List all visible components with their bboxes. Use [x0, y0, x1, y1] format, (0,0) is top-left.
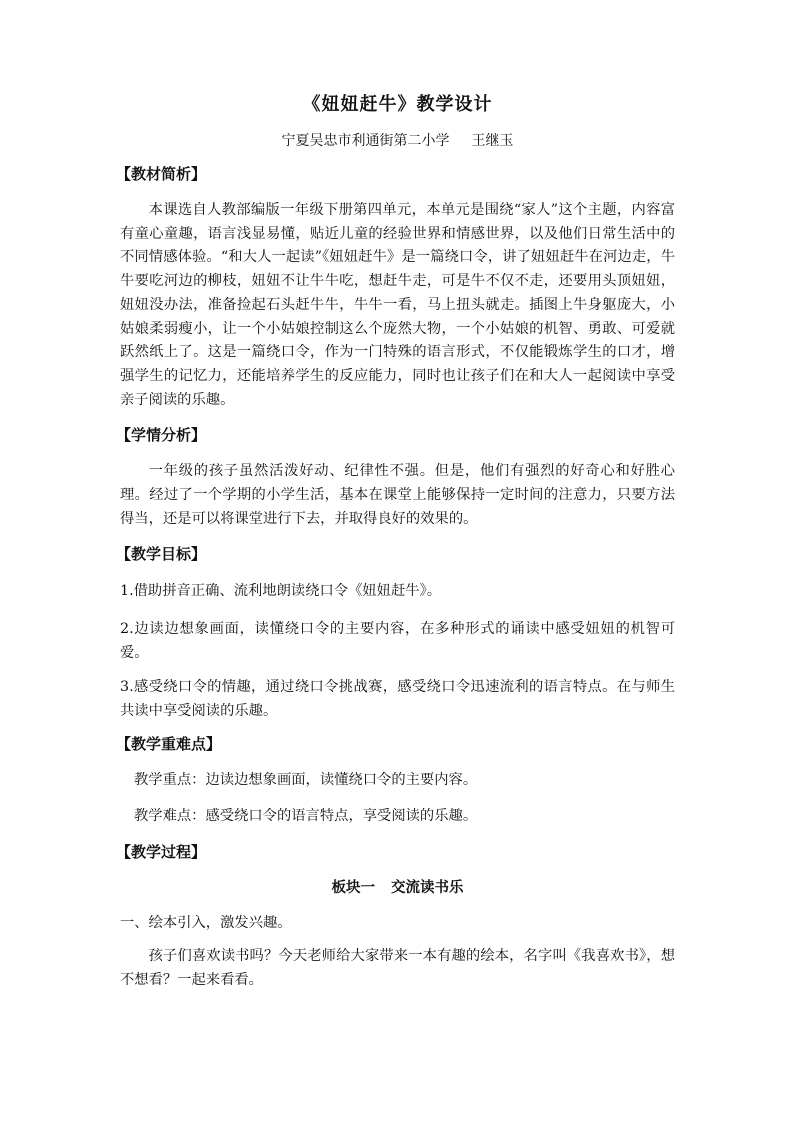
block-label: 板块一	[331, 879, 375, 897]
section-heading-learners: 【学情分析】	[116, 426, 207, 445]
author-name: 王继玉	[471, 133, 514, 149]
process-paragraph: 孩子们喜欢读书吗？今天老师给大家带来一本有趣的绘本，名字叫《我喜欢书》，想不想看？一起来看看。	[120, 948, 675, 989]
key-point-focus: 教学重点：边读边想象画面，读懂绕口令的主要内容。	[134, 772, 478, 789]
key-point-difficulty: 教学难点：感受绕口令的语言特点，享受阅读的乐趣。	[134, 808, 478, 825]
materials-paragraph: 本课选自人教部编版一年级下册第四单元，本单元是围绕“家人”这个主题，内容富有童心童趣，语言浅显易懂，贴近儿童的经验世界和情感世界，以及他们日常生活中的不同情感体验。“和大人一起读”《妞妞赶牛》是一篇绕口令，讲了妞妞赶牛在河边走，牛牛要吃河边的柳枝，妞妞不让牛牛吃，想赶牛走，可是牛不仅不走，还要用头顶妞妞，妞妞没办法，准备捡起石头赶牛牛，牛牛一看，马上扭头就走。插图上牛身躯庞大，小姑娘柔弱瘦小，让一个小姑娘控制这么个庞然大物，一个小姑娘的机智、勇敢、可爱就跃然纸上了。这是一篇绕口令，作为一门特殊的语言形式，不仅能锻炼学生的口才，增强学生的记忆力，还能培养学生的反应能力，同时也让孩子们在和大人一起阅读中享受亲子阅读的乐趣。	[120, 202, 675, 408]
document-title: 《妞妞赶牛》教学设计	[302, 94, 493, 115]
author-line	[120, 130, 675, 152]
goal-item-2: 2.边读边想象画面，读懂绕口令的主要内容，在多种形式的诵读中感受妞妞的机智可爱。	[120, 621, 675, 662]
block-title: 交流读书乐	[391, 879, 464, 897]
section-heading-key-points: 【教学重难点】	[116, 735, 222, 754]
section-heading-materials: 【教材简析】	[116, 165, 207, 183]
process-block-heading	[120, 877, 675, 899]
goal-item-3: 3.感受绕口令的情趣，通过绕口令挑战赛，感受绕口令迅速流利的语言特点。在与师生共读中享受阅读的乐趣。	[120, 679, 675, 720]
process-step-1: 一、绘本引入，激发兴趣。	[120, 915, 292, 932]
author-school: 宁夏吴忠市利通街第二小学	[281, 133, 450, 149]
document-body	[116, 92, 675, 1005]
section-heading-goals: 【教学目标】	[116, 545, 207, 564]
goal-item-1: 1.借助拼音正确、流利地朗读绕口令《妞妞赶牛》。	[120, 583, 442, 600]
section-heading-process: 【教学过程】	[116, 843, 207, 862]
learners-paragraph: 一年级的孩子虽然活泼好动、纪律性不强。但是，他们有强烈的好奇心和好胜心理。经过了一个学期的小学生活，基本在课堂上能够保持一定时间的注意力，只要方法得当，还是可以将课堂进行下去，并取得良好的效果的。	[120, 463, 675, 527]
